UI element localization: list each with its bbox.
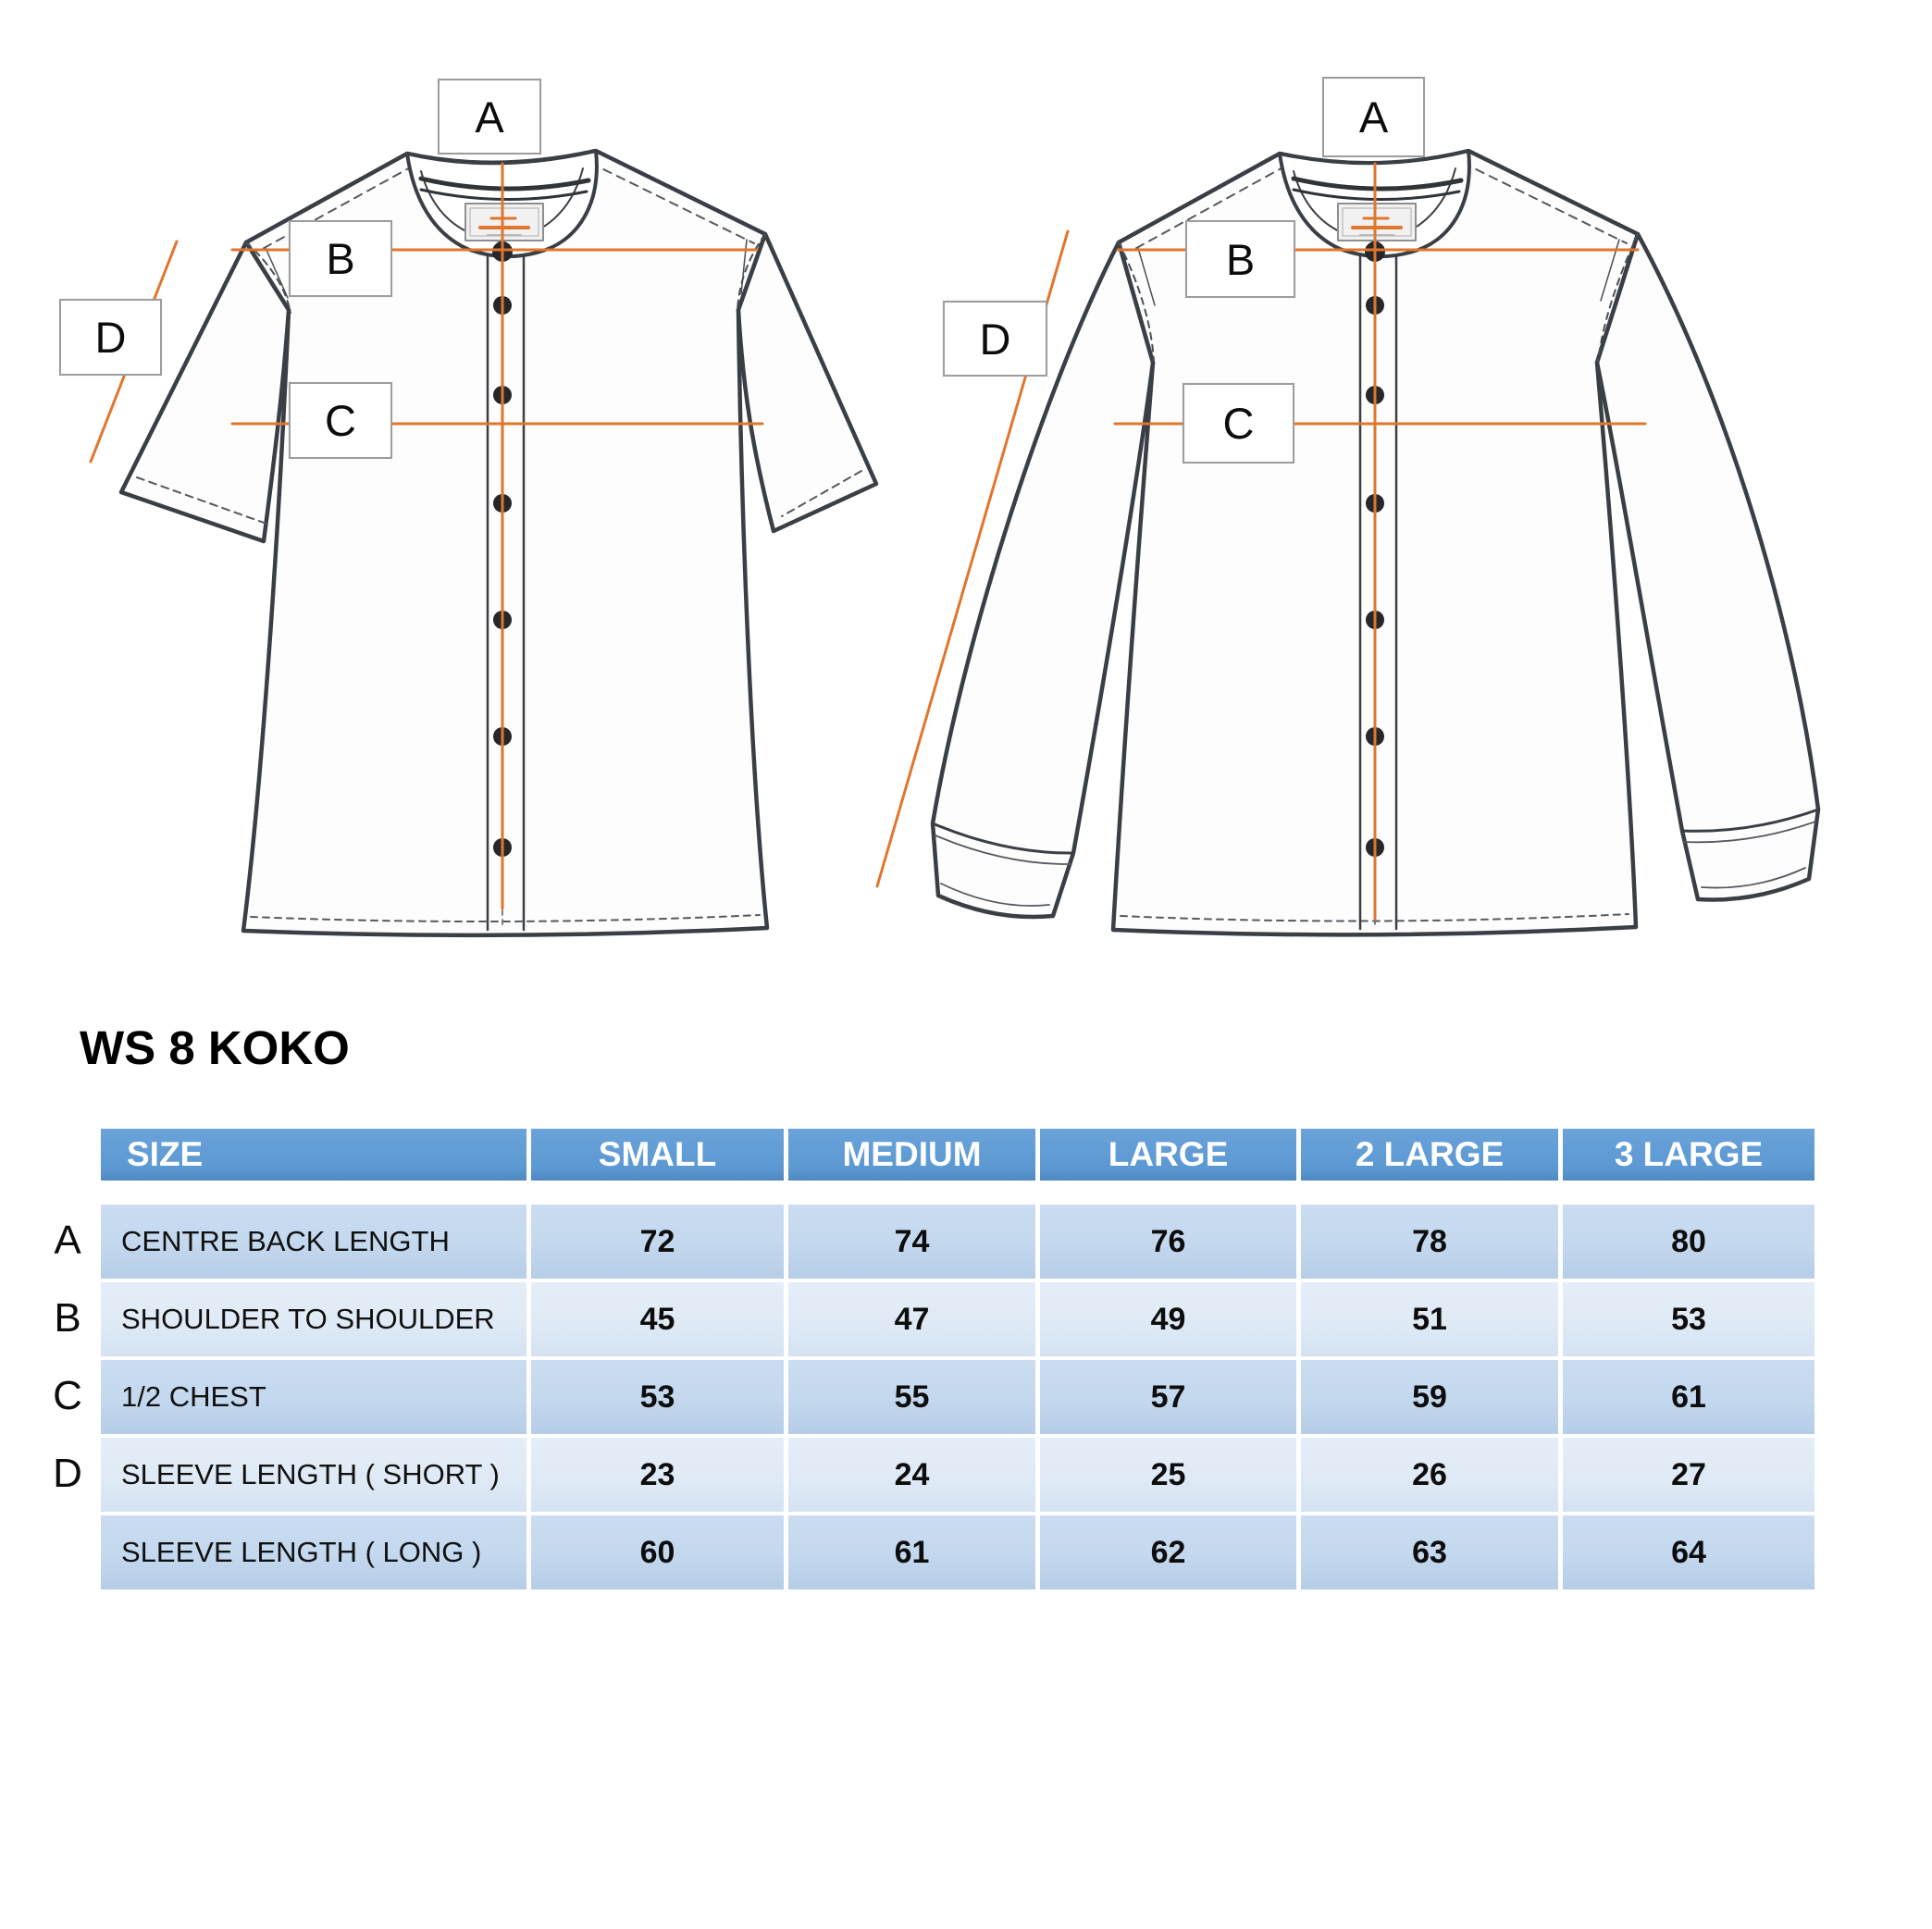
- row-label: SLEEVE LENGTH ( LONG ): [101, 1515, 526, 1589]
- table-row: [101, 1438, 1819, 1512]
- size-value: 26: [1301, 1438, 1558, 1512]
- brand-label-icon: [465, 204, 543, 241]
- size-value: 63: [1301, 1515, 1558, 1589]
- row-letter: C: [53, 1373, 82, 1418]
- table-row: [101, 1205, 1819, 1279]
- size-value: 27: [1563, 1438, 1814, 1512]
- measure-label-a-long: A: [1322, 77, 1425, 157]
- row-label: SHOULDER TO SHOULDER: [101, 1282, 526, 1356]
- table-row: [101, 1515, 1819, 1589]
- size-value: 53: [531, 1360, 784, 1434]
- column-header-medium: MEDIUM: [788, 1129, 1035, 1181]
- measure-label-d-short: D: [59, 299, 162, 376]
- size-value: 45: [531, 1282, 784, 1356]
- brand-label-icon: [1338, 204, 1416, 241]
- measure-label-b-long: B: [1185, 220, 1295, 298]
- row-label: 1/2 CHEST: [101, 1360, 526, 1434]
- size-value: 51: [1301, 1282, 1558, 1356]
- size-value: 62: [1040, 1515, 1296, 1589]
- size-value: 57: [1040, 1360, 1296, 1434]
- column-header-large: LARGE: [1040, 1129, 1296, 1181]
- size-value: 23: [531, 1438, 784, 1512]
- size-value: 78: [1301, 1205, 1558, 1279]
- measure-label-b-short: B: [289, 220, 392, 297]
- size-value: 49: [1040, 1282, 1296, 1356]
- measure-label-a-short: A: [438, 79, 541, 155]
- column-header-small: SMALL: [531, 1129, 784, 1181]
- size-value: 60: [531, 1515, 784, 1589]
- size-value: 61: [788, 1515, 1035, 1589]
- row-letter: A: [54, 1218, 81, 1263]
- size-value: 76: [1040, 1205, 1296, 1279]
- table-row: [101, 1282, 1819, 1356]
- size-value: 80: [1563, 1205, 1814, 1279]
- row-label: SLEEVE LENGTH ( SHORT ): [101, 1438, 526, 1512]
- size-value: 74: [788, 1205, 1035, 1279]
- size-value: 24: [788, 1438, 1035, 1512]
- size-value: 59: [1301, 1360, 1558, 1434]
- size-value: 61: [1563, 1360, 1814, 1434]
- measure-label-d-long: D: [943, 301, 1047, 377]
- column-header-size: SIZE: [101, 1129, 526, 1181]
- short-sleeve-shirt-drawing: [121, 151, 876, 935]
- table-header-row: [101, 1129, 1819, 1181]
- size-value: 55: [788, 1360, 1035, 1434]
- table-row: [101, 1360, 1819, 1434]
- size-value: 47: [788, 1282, 1035, 1356]
- size-value: 72: [531, 1205, 784, 1279]
- row-letter: B: [54, 1295, 81, 1341]
- column-header-2large: 2 LARGE: [1301, 1129, 1558, 1181]
- row-label: CENTRE BACK LENGTH: [101, 1205, 526, 1279]
- size-value: 53: [1563, 1282, 1814, 1356]
- size-value: 25: [1040, 1438, 1296, 1512]
- page-title: WS 8 KOKO: [80, 1021, 350, 1074]
- size-value: 64: [1563, 1515, 1814, 1589]
- measure-label-c-long: C: [1183, 383, 1294, 464]
- size-table: [101, 1129, 1819, 1593]
- measure-label-c-short: C: [289, 382, 392, 459]
- column-header-3large: 3 LARGE: [1563, 1129, 1814, 1181]
- row-letter: D: [53, 1451, 82, 1496]
